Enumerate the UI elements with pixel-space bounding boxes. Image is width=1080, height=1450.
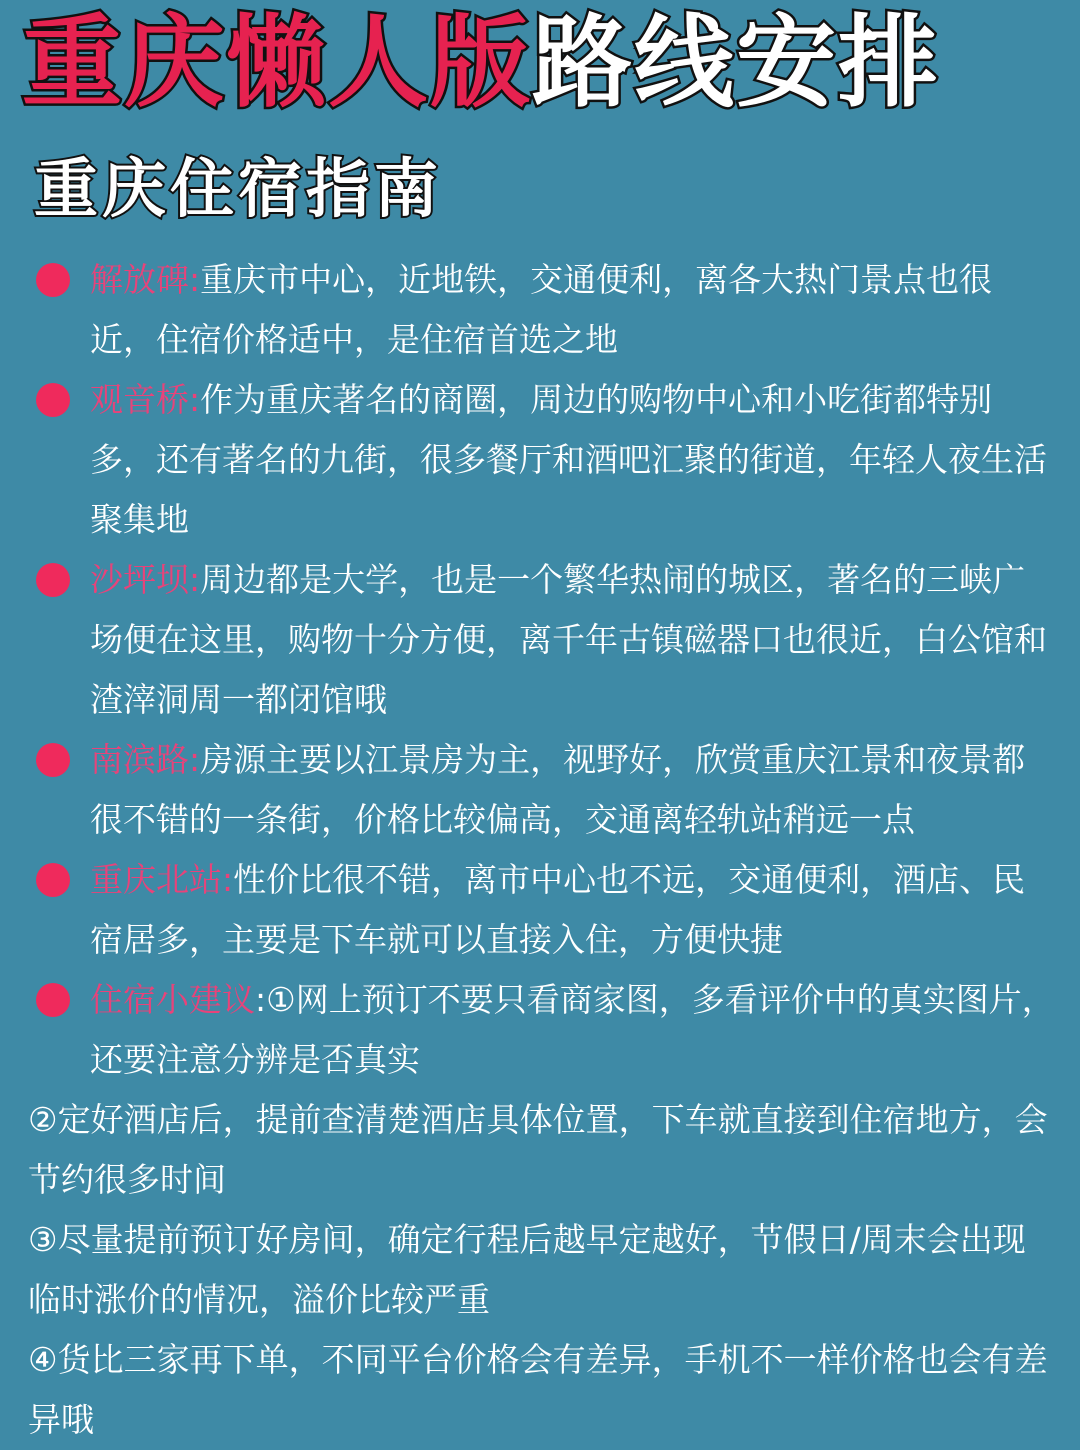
subtitle: 重庆住宿指南 <box>34 153 442 227</box>
item-term: 解放碑: <box>90 260 201 299</box>
item-text: :①网上预订不要只看商家图，多看评价中的真实图片，还要注意分辨是否真实 <box>90 980 1055 1079</box>
bullet-icon <box>36 563 70 597</box>
list-item <box>28 250 1058 370</box>
tip-paragraph: ②定好酒店后，提前查清楚酒店具体位置，下车就直接到住宿地方，会节约很多时间 <box>28 1100 1048 1199</box>
page-title <box>22 0 940 126</box>
item-term: 重庆北站: <box>90 860 234 899</box>
item-text: 重庆市中心，近地铁，交通便利，离各大热门景点也很近，住宿价格适中，是住宿首选之地 <box>90 260 993 359</box>
list-item <box>28 550 1058 730</box>
tip-paragraph: ③尽量提前预订好房间，确定行程后越早定越好，节假日/周末会出现临时涨价的情况，溢价比较严重 <box>28 1220 1026 1319</box>
item-text: 周边都是大学，也是一个繁华热闹的城区，著名的三峡广场便在这里，购物十分方便，离千年古镇磁器口也很近，白公馆和渣滓洞周一都闭馆哦 <box>90 560 1047 719</box>
bullet-icon <box>36 983 70 1017</box>
bullet-icon <box>36 383 70 417</box>
tip-paragraph: ④货比三家再下单，不同平台价格会有差异，手机不一样价格也会有差异哦 <box>28 1340 1048 1439</box>
title-white: 路线安排 <box>532 4 940 121</box>
bullet-icon <box>36 863 70 897</box>
item-term: 住宿小建议 <box>90 980 255 1019</box>
bullet-icon <box>36 743 70 777</box>
item-text: 房源主要以江景房为主，视野好，欣赏重庆江景和夜景都很不错的一条街，价格比较偏高，交通离轻轨站稍远一点 <box>90 740 1026 839</box>
content <box>28 250 1058 1450</box>
list-item <box>28 370 1058 550</box>
item-term: 观音桥: <box>90 380 201 419</box>
list-item <box>28 970 1058 1090</box>
item-term: 沙坪坝: <box>90 560 201 599</box>
item-text: 作为重庆著名的商圈，周边的购物中心和小吃街都特别多，还有著名的九街，很多餐厅和酒吧汇聚的街道，年轻人夜生活聚集地 <box>90 380 1047 539</box>
list-item <box>28 730 1058 850</box>
bullet-icon <box>36 263 70 297</box>
list-item <box>28 850 1058 970</box>
title-red: 重庆懒人版 <box>22 4 532 121</box>
item-text: 性价比很不错，离市中心也不远，交通便利，酒店、民宿居多，主要是下车就可以直接入住，方便快捷 <box>90 860 1026 959</box>
item-term: 南滨路: <box>90 740 201 779</box>
